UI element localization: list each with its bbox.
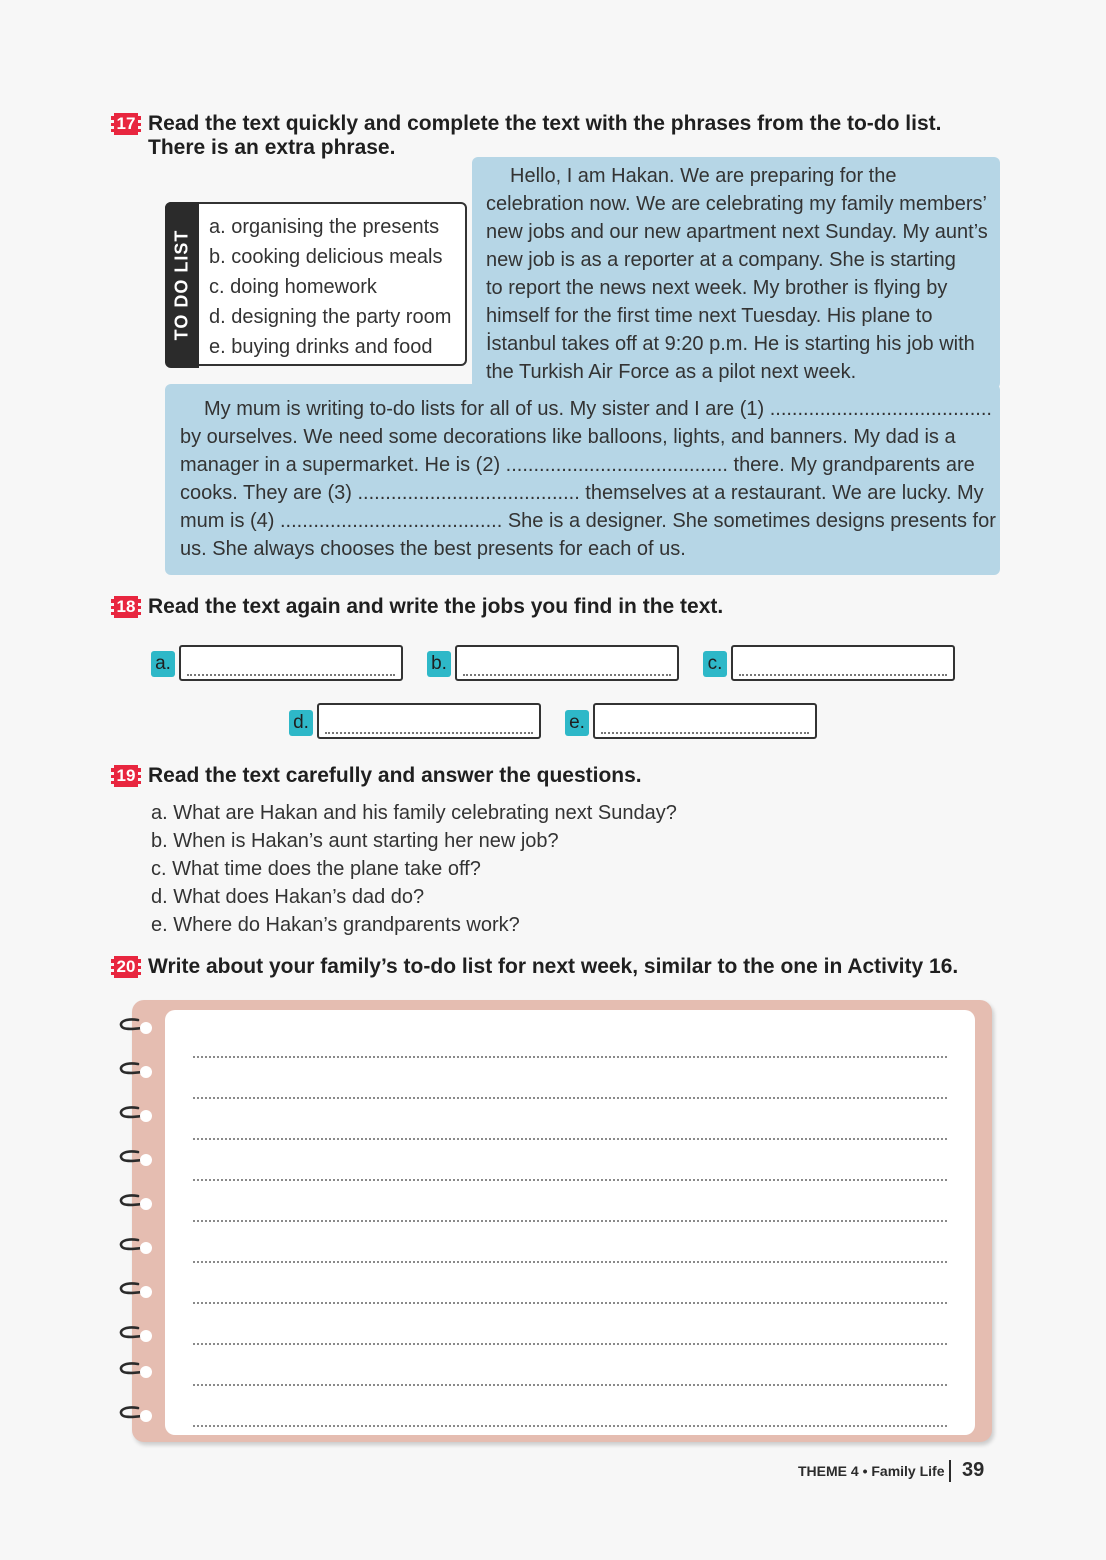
question-b: b. When is Hakan’s aunt starting her new job? [151, 830, 559, 852]
spiral-ring-icon [116, 1192, 156, 1214]
text-line: celebration now. We are celebrating my family members’ [486, 193, 987, 215]
dotted-line [463, 674, 671, 676]
activity-20-title: Write about your family’s to-do list for next week, similar to the one in Activity 16. [148, 955, 959, 978]
text-line: by ourselves. We need some decorations like balloons, lights, and banners. My dad is a [180, 426, 956, 448]
todo-item: c. doing homework [209, 276, 377, 298]
job-label-a: a. [151, 651, 175, 677]
job-label-b: b. [427, 651, 451, 677]
job-label-d: d. [289, 710, 313, 736]
writing-line[interactable] [193, 1179, 947, 1181]
writing-line[interactable] [193, 1056, 947, 1058]
todo-item: d. designing the party room [209, 306, 452, 328]
question-a: a. What are Hakan and his family celebrating next Sunday? [151, 802, 677, 824]
text-line: the Turkish Air Force as a pilot next week. [486, 361, 857, 383]
todo-item: e. buying drinks and food [209, 336, 433, 358]
notebook-page[interactable] [165, 1010, 975, 1435]
spiral-ring-icon [116, 1324, 156, 1346]
text-line: to report the news next week. My brother is flying by [486, 277, 948, 299]
activity-20-number: 20 [111, 956, 141, 978]
text-line: himself for the first time next Tuesday. His plane to [486, 305, 933, 327]
activity-17-title-line2: There is an extra phrase. [148, 136, 396, 159]
todo-list-tab-label: TO DO LIST [171, 229, 192, 341]
todo-items [209, 212, 451, 362]
activity-17-title-line1: Read the text quickly and complete the text with the phrases from the to-do list. [148, 112, 942, 135]
writing-line[interactable] [193, 1343, 947, 1345]
job-answer-box-b[interactable] [455, 645, 679, 681]
activity-17-number: 17 [111, 113, 141, 135]
spiral-ring-icon [116, 1360, 156, 1382]
spiral-ring-icon [116, 1104, 156, 1126]
todo-list-tab [165, 202, 199, 368]
text-line: new jobs and our new apartment next Sunday. My aunt’s [486, 221, 988, 243]
dotted-line [601, 732, 809, 734]
todo-list [165, 202, 467, 366]
job-label-c: c. [703, 651, 727, 677]
spiral-ring-icon [116, 1404, 156, 1426]
job-answer-box-a[interactable] [179, 645, 403, 681]
spiral-ring-icon [116, 1060, 156, 1082]
dotted-line [187, 674, 395, 676]
dotted-line [325, 732, 533, 734]
question-e: e. Where do Hakan’s grandparents work? [151, 914, 520, 936]
job-label-e: e. [565, 710, 589, 736]
question-d: d. What does Hakan’s dad do? [151, 886, 425, 908]
todo-item: b. cooking delicious meals [209, 246, 443, 268]
dotted-line [739, 674, 947, 676]
spiral-ring-icon [116, 1280, 156, 1302]
reading-text-bottom [180, 395, 995, 563]
activity-19-number: 19 [111, 765, 141, 787]
spiral-ring-icon [116, 1016, 156, 1038]
reading-text-top [486, 162, 998, 386]
text-line: us. She always chooses the best presents for each of us. [180, 538, 686, 560]
writing-line[interactable] [193, 1302, 947, 1304]
job-answer-box-c[interactable] [731, 645, 955, 681]
job-answer-box-e[interactable] [593, 703, 817, 739]
text-line: mum is (4) ........................................ She is a designer. She sometimes designs presents for [180, 510, 996, 532]
todo-item: a. organising the presents [209, 216, 440, 238]
writing-line[interactable] [193, 1097, 947, 1099]
question-c: c. What time does the plane take off? [151, 858, 481, 880]
text-line: My mum is writing to-do lists for all of us. My sister and I are (1) ........................................ [204, 398, 992, 420]
activity-18-number: 18 [111, 596, 141, 618]
spiral-ring-icon [116, 1148, 156, 1170]
writing-line[interactable] [193, 1384, 947, 1386]
job-answer-box-d[interactable] [317, 703, 541, 739]
text-line: İstanbul takes off at 9:20 p.m. He is starting his job with [486, 333, 975, 355]
text-line: Hello, I am Hakan. We are preparing for the [510, 165, 897, 187]
footer-theme: THEME 4 • Family Life [798, 1463, 945, 1479]
writing-line[interactable] [193, 1138, 947, 1140]
page-number: 39 [962, 1459, 985, 1481]
activity-19-title: Read the text carefully and answer the questions. [148, 764, 642, 787]
activity-18-title: Read the text again and write the jobs you find in the text. [148, 595, 724, 618]
spiral-ring-icon [116, 1236, 156, 1258]
writing-line[interactable] [193, 1261, 947, 1263]
text-line: new job is as a reporter at a company. She is starting [486, 249, 956, 271]
text-line: manager in a supermarket. He is (2) ........................................ there. My grandparents are [180, 454, 975, 476]
writing-line[interactable] [193, 1220, 947, 1222]
text-line: cooks. They are (3) ........................................ themselves at a restaurant. We are lucky. My [180, 482, 984, 504]
writing-line[interactable] [193, 1425, 947, 1427]
footer-divider [949, 1460, 951, 1482]
